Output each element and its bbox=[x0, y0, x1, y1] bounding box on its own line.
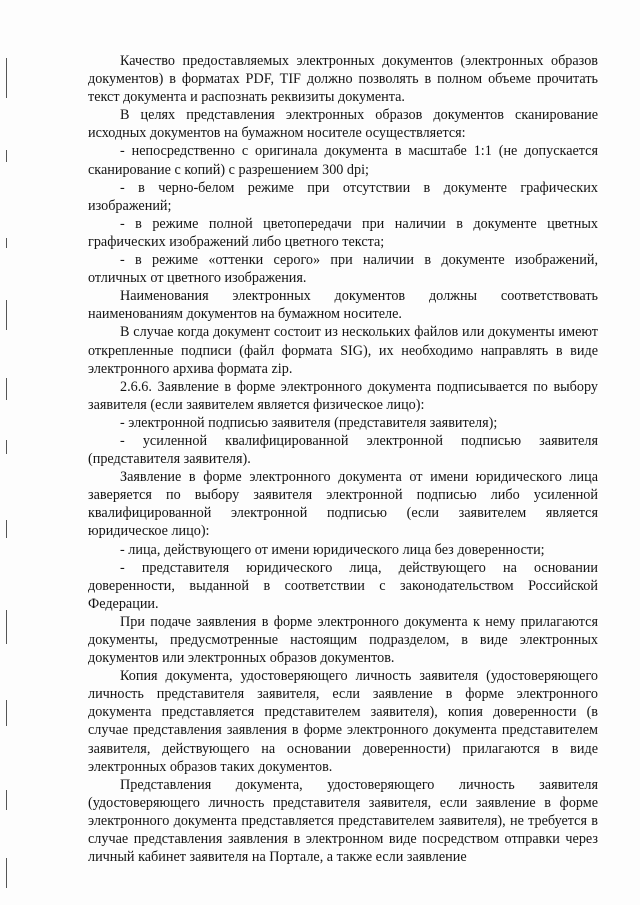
scan-mark bbox=[6, 700, 7, 726]
document-body bbox=[88, 52, 598, 866]
list-item: - в режиме «оттенки серого» при наличии в документе изображений, отличных от цветного изображения. bbox=[88, 252, 598, 287]
paragraph: Наименования электронных документов должны соответствовать наименованиям документов на бумажном носителе. bbox=[88, 288, 598, 323]
scan-mark bbox=[6, 58, 7, 98]
scan-mark bbox=[6, 610, 7, 644]
scan-mark bbox=[6, 378, 7, 400]
list-item: - представителя юридического лица, действующего на основании доверенности, выданной в соответствии с законодательством Российской Федерации. bbox=[88, 559, 598, 612]
scan-edge-artifact bbox=[6, 0, 8, 905]
scan-mark bbox=[6, 790, 7, 810]
scan-mark bbox=[6, 520, 7, 538]
list-item: - непосредственно с оригинала документа в масштабе 1:1 (не допускается сканирование с копий) с разрешением 300 dpi; bbox=[88, 143, 598, 178]
list-item: - электронной подписью заявителя (представителя заявителя); bbox=[120, 414, 498, 431]
paragraph: В целях представления электронных образов документов сканирование исходных документов на бумажном носителе осуществляется: bbox=[88, 107, 598, 142]
scan-mark bbox=[6, 238, 7, 248]
scan-mark bbox=[6, 440, 7, 454]
paragraph: При подаче заявления в форме электронного документа к нему прилагаются документы, предусмотренные настоящим подразделом, в виде электронных документов или электронных образов документов. bbox=[88, 613, 598, 667]
list-item: - в черно-белом режиме при отсутствии в документе графических изображений; bbox=[88, 179, 598, 214]
paragraph: Качество предоставляемых электронных документов (электронных образов документов) в форматах PDF, TIF должно позволять в полном объеме прочитать текст документа и распознать реквизиты документа. bbox=[88, 53, 598, 106]
list-item: - усиленной квалифицированной электронной подписью заявителя (представителя заявителя). bbox=[88, 432, 598, 468]
paragraph: В случае когда документ состоит из нескольких файлов или документы имеют открепленные подписи (файл формата SIG), их необходимо направлять в виде электронного архива формата zip. bbox=[88, 324, 598, 377]
scan-mark bbox=[6, 150, 7, 162]
paragraph: Заявление в форме электронного документа от имени юридического лица заверяется по выбору заявителя электронной подписью либо усиленной квалифицированной электронной подписью (если заявителем является юридическое лицо): bbox=[88, 469, 598, 540]
paragraph: Представления документа, удостоверяющего личность заявителя (удостоверяющего личность представителя заявителя, если заявление в форме электронного документа представляется представителем заявителя), не требуется в случае представления заявления в электронном виде посредством отправки через личный кабинет заявителя на Портале, а также если заявление bbox=[88, 776, 598, 866]
paragraph: Копия документа, удостоверяющего личность заявителя (удостоверяющего личность представителя заявителя, если заявление в форме электронного документа представляется представителем заявителя), копия доверенности (в случае представления заявления в форме электронного документа представителем заявителя, действующего на основании доверенности) прилагаются в виде электронных образов таких документов. bbox=[88, 668, 598, 775]
scan-mark bbox=[6, 858, 7, 888]
list-item: - лица, действующего от имени юридического лица без доверенности; bbox=[120, 541, 545, 558]
list-item: - в режиме полной цветопередачи при наличии в документе цветных графических изображений либо цветного текста; bbox=[88, 215, 598, 250]
section-paragraph: 2.6.6. Заявление в форме электронного документа подписывается по выбору заявителя (если заявителем является физическое лицо): bbox=[88, 378, 598, 413]
scan-mark bbox=[6, 300, 7, 330]
